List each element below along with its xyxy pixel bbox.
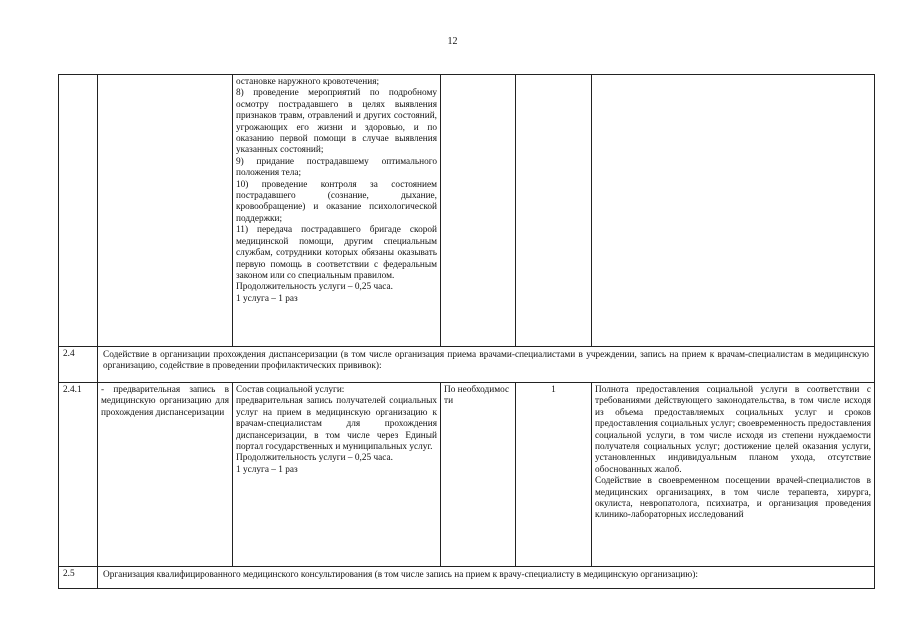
cell-periodicity-empty (441, 75, 516, 347)
cell-quality-empty (592, 75, 875, 347)
quality-line: Содействие в своевременном посещении врачей-специалистов в медицинских организациях, в том числе терапевта, хирурга, окулиста, невропатолога, психиатра, и организация проведения клинико-лабораторных исследований (595, 476, 871, 521)
table-row-section-2-4 (59, 347, 875, 383)
cell-number-empty (59, 75, 98, 347)
service-quantity: 1 (516, 383, 592, 567)
services-table (58, 74, 875, 589)
page-number: 12 (447, 36, 458, 47)
content-line: предварительная запись получателей социальных услуг на прием в медицинскую организацию к врачам-специалистам для прохождения диспансеризации, в том числе через Единый портал государственных и муниципальных услуг. (236, 396, 437, 453)
quality-line: Полнота предоставления социальной услуги в соответствии с требованиями действующего законодательства, в том числе исходя из объема предоставляемых социальных услуг и сроков предоставления социальных услуг; своевременность предоставления социальной услуги, в том числе исходя из степени нуждаемости получателя социальных услуг; достижение целей оказания услуги, установленных индивидуальным планом ухода, отсутствие обоснованных жалоб. (595, 385, 871, 475)
row-number: 2.4.1 (59, 383, 98, 567)
content-line: 11) передача пострадавшего бригаде скорой медицинской помощи, другим специальным службам, сотрудники которых обязаны оказывать первую помощь в соответствии с федеральным законом или со специальным правилом. (236, 225, 437, 281)
cell-name-empty (98, 75, 233, 347)
table-row-2-4-1 (59, 383, 875, 567)
cell-quantity-empty (516, 75, 592, 347)
content-line: 9) придание пострадавшему оптимального положения тела; (236, 156, 437, 179)
table-row-section-2-5 (59, 567, 875, 589)
content-line: 1 услуга – 1 раз (236, 464, 298, 475)
service-content (233, 383, 441, 567)
service-periodicity: По необходимос ти (441, 383, 516, 567)
cell-content-continuation (233, 75, 441, 347)
section-number: 2.5 (59, 567, 98, 589)
service-name: - предварительная запись в медицинскую организацию для прохождения диспансеризации (98, 383, 233, 567)
content-line: 10) проведение контроля за состоянием пострадавшего (сознание, дыхание, кровообращение) и оказание психологической поддержки; (236, 179, 437, 224)
section-title: Организация квалифицированного медицинского консультирования (в том числе запись на прием к врачу-специалисту в медицинскую организацию): (98, 567, 875, 589)
content-line: Состав социальной услуги: (236, 385, 345, 395)
content-line: Продолжительность услуги – 0,25 часа. (236, 282, 393, 293)
service-quality (592, 383, 875, 567)
content-line: 1 услуга – 1 раз (236, 293, 298, 304)
table-row-continuation (59, 75, 875, 347)
content-line: Продолжительность услуги – 0,25 часа. (236, 453, 393, 464)
section-title: Содействие в организации прохождения диспансеризации (в том числе организация приема врачами-специалистами в учреждении, запись на прием к врачам-специалистам в медицинскую организацию, содействие в проведении профилактических прививок): (98, 347, 875, 383)
content-line: 8) проведение мероприятий по подробному осмотру пострадавшего в целях выявления признаков травм, отравлений и других состояний, угрожающих его жизни и здоровью, и по оказанию первой помощи в случае выявления указанных состояний; (236, 88, 437, 156)
section-number: 2.4 (59, 347, 98, 383)
content-line: остановке наружного кровотечения; (236, 77, 380, 87)
